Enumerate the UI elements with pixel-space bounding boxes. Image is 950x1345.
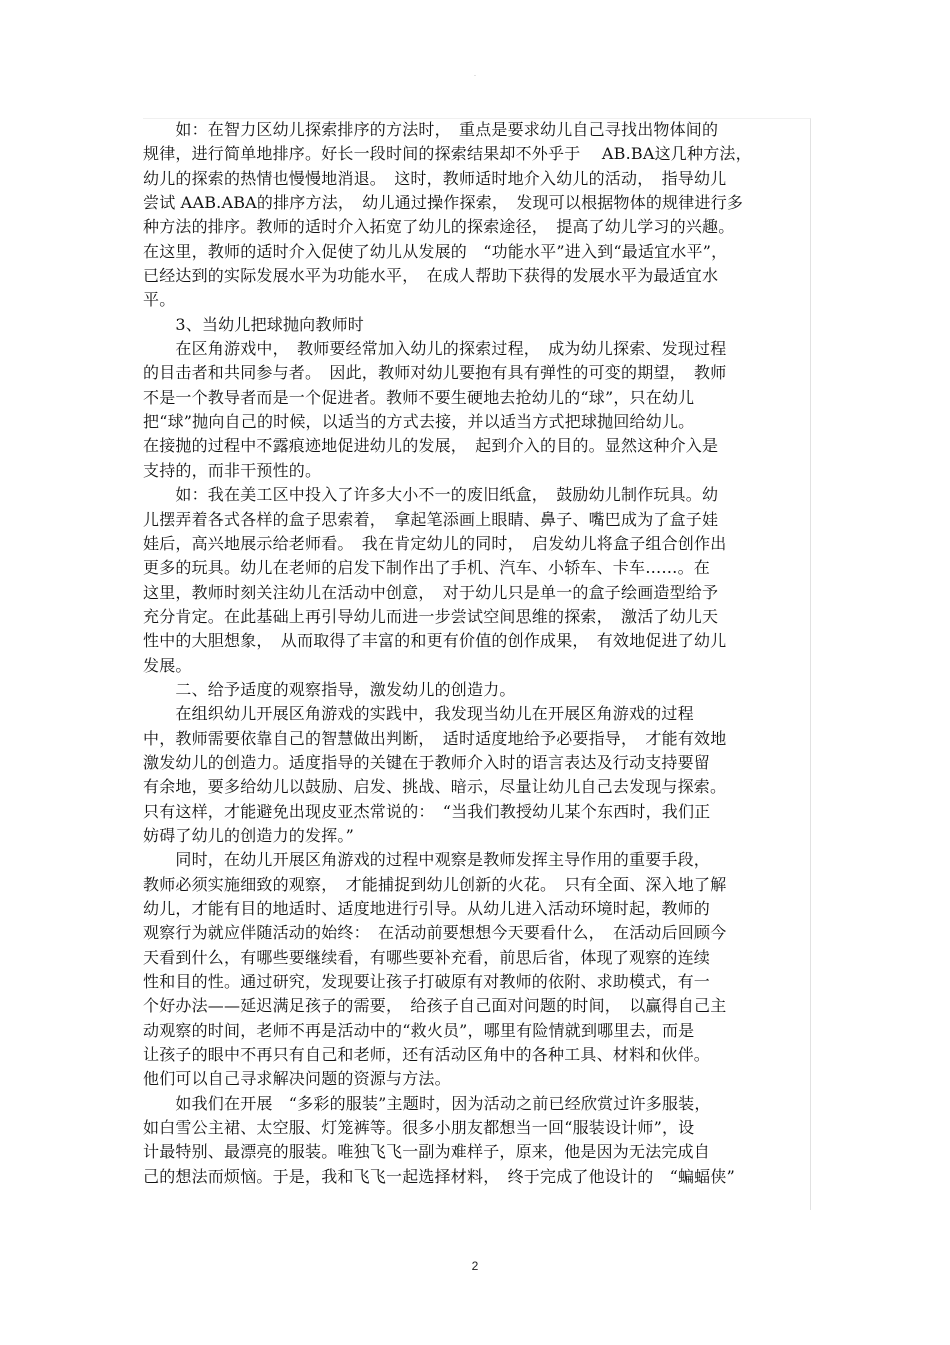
text-line: 幼儿，才能有目的地适时、适度地进行引导。从幼儿进入活动环境时起，教师的 — [143, 899, 711, 918]
text-line: 二、给予适度的观察指导，激发幼儿的创造力。 — [143, 679, 516, 699]
text-line: 种方法的排序。教师的适时介入拓宽了幼儿的探索途径， 提高了幼儿学习的兴趣。 — [143, 217, 735, 237]
text-line: 充分肯定。在此基础上再引导幼儿而进一步尝试空间思维的探索， 激活了幼儿天 — [143, 606, 719, 626]
text-line: 观察行为就应伴随活动的始终： 在活动前要想想今天要看什么， 在活动后回顾今 — [143, 923, 727, 943]
text-line: 在接抛的过程中不露痕迹地促进幼儿的发展， 起到介入的目的。显然这种介入是 — [143, 436, 719, 456]
text-line: 平。 — [143, 290, 176, 310]
text-line: 这里，教师时刻关注幼儿在活动中创意， 对于幼儿只是单一的盒子绘画造型给予 — [143, 582, 719, 602]
text-line: 妨碍了幼儿的创造力的发挥。” — [143, 825, 354, 845]
text-line: 3、当幼儿把球抛向教师时 — [143, 314, 364, 334]
text-line: 只有这样，才能避免出现皮亚杰常说的： “当我们教授幼儿某个东西时，我们正 — [143, 801, 711, 821]
text-line: 性中的大胆想象， 从而取得了丰富的和更有价值的创作成果， 有效地促进了幼儿 — [143, 631, 727, 651]
text-line: 发展。 — [143, 655, 192, 675]
text-line: 娃后，高兴地展示给老师看。 我在肯定幼儿的同时， 启发幼儿将盒子组合创作出 — [143, 533, 727, 553]
page-number: 2 — [471, 1259, 479, 1273]
text-line: 支持的，而非干预性的。 — [143, 460, 322, 480]
text-line: 中，教师需要依靠自己的智慧做出判断， 适时适度地给予必要指导， 才能有效地 — [143, 728, 727, 748]
text-line: 计最特别、最漂亮的服装。唯独飞飞一副为难样子，原来，他是因为无法完成自 — [143, 1142, 711, 1162]
text-line: 如：在智力区幼儿探索排序的方法时， 重点是要求幼儿自己寻找出物体间的 — [143, 120, 719, 139]
text-line: 不是一个教导者而是一个促进者。教师不要生硬地去抢幼儿的“球”，只在幼儿 — [143, 387, 695, 407]
text-line: 让孩子的眼中不再只有自己和老师，还有活动区角中的各种工具、材料和伙伴。 — [143, 1045, 711, 1065]
text-line: 教师必须实施细致的观察， 才能捕捉到幼儿创新的火花。 只有全面、深入地了解 — [143, 874, 727, 894]
text-line: 已经达到的实际发展水平为功能水平， 在成人帮助下获得的发展水平为最适宜水 — [143, 266, 719, 286]
text-line: 在这里，教师的适时介入促使了幼儿从发展的 “功能水平”进入到“最适宜水平”， — [143, 241, 728, 261]
text-line: 把“球”抛向自己的时候，以适当的方式去接，并以适当方式把球抛回给幼儿。 — [143, 412, 695, 432]
text-line: 更多的玩具。幼儿在老师的启发下制作出了手机、汽车、小轿车、卡车……。在 — [143, 558, 711, 578]
text-line: 动观察的时间，老师不再是活动中的“救火员”，哪里有险情就到哪里去，而是 — [143, 1020, 695, 1040]
text-line: 的目击者和共同参与者。 因此，教师对幼儿要抱有具有弹性的可变的期望， 教师 — [143, 363, 727, 383]
text-line: 个好办法——延迟满足孩子的需要， 给孩子自己面对问题的时间， 以赢得自己主 — [143, 996, 727, 1016]
text-line: 尝试 AAB.ABA的排序方法， 幼儿通过操作探索， 发现可以根据物体的规律进行多 — [143, 193, 744, 213]
text-line: 激发幼儿的创造力。适度指导的关键在于教师介入时的语言表达及行动支持要留 — [143, 752, 711, 772]
text-line: 如白雪公主裙、太空服、灯笼裤等。很多小朋友都想当一回“服装设计师”，设 — [143, 1118, 695, 1138]
text-line: 规律，进行简单地排序。好长一段时间的探索结果却不外乎于 AB.BA这几种方法， — [143, 144, 752, 164]
text-line: 己的想法而烦恼。于是，我和飞飞一起选择材料， 终于完成了他设计的 “蝙蝠侠” — [143, 1166, 735, 1186]
text-line: 幼儿的探索的热情也慢慢地消退。 这时，教师适时地介入幼儿的活动， 指导幼儿 — [143, 168, 727, 188]
text-line: 在组织幼儿开展区角游戏的实践中，我发现当幼儿在开展区角游戏的过程 — [143, 704, 694, 724]
page-header-mark: · — [473, 70, 477, 80]
text-line: 同时，在幼儿开展区角游戏的过程中观察是教师发挥主导作用的重要手段， — [143, 850, 711, 870]
text-line: 他们可以自己寻求解决问题的资源与方法。 — [143, 1069, 451, 1089]
text-line: 有余地，要多给幼儿以鼓励、启发、挑战、暗示，尽量让幼儿自己去发现与探索。 — [143, 777, 727, 797]
text-line: 儿摆弄着各式各样的盒子思索着， 拿起笔添画上眼睛、鼻子、嘴巴成为了盒子娃 — [143, 509, 719, 529]
text-line: 在区角游戏中， 教师要经常加入幼儿的探索过程， 成为幼儿探索、发现过程 — [143, 339, 727, 359]
text-line: 天看到什么，有哪些要继续看，有哪些要补充看，前思后省，体现了观察的连续 — [143, 947, 711, 967]
document-body — [143, 118, 805, 1189]
text-line: 如：我在美工区中投入了许多大小不一的废旧纸盒， 鼓励幼儿制作玩具。幼 — [143, 485, 719, 505]
text-line: 如我们在开展 “多彩的服装”主题时，因为活动之前已经欣赏过许多服装， — [143, 1093, 711, 1113]
text-line: 性和目的性。通过研究，发现要让孩子打破原有对教师的依附、求助模式，有一 — [143, 972, 711, 992]
